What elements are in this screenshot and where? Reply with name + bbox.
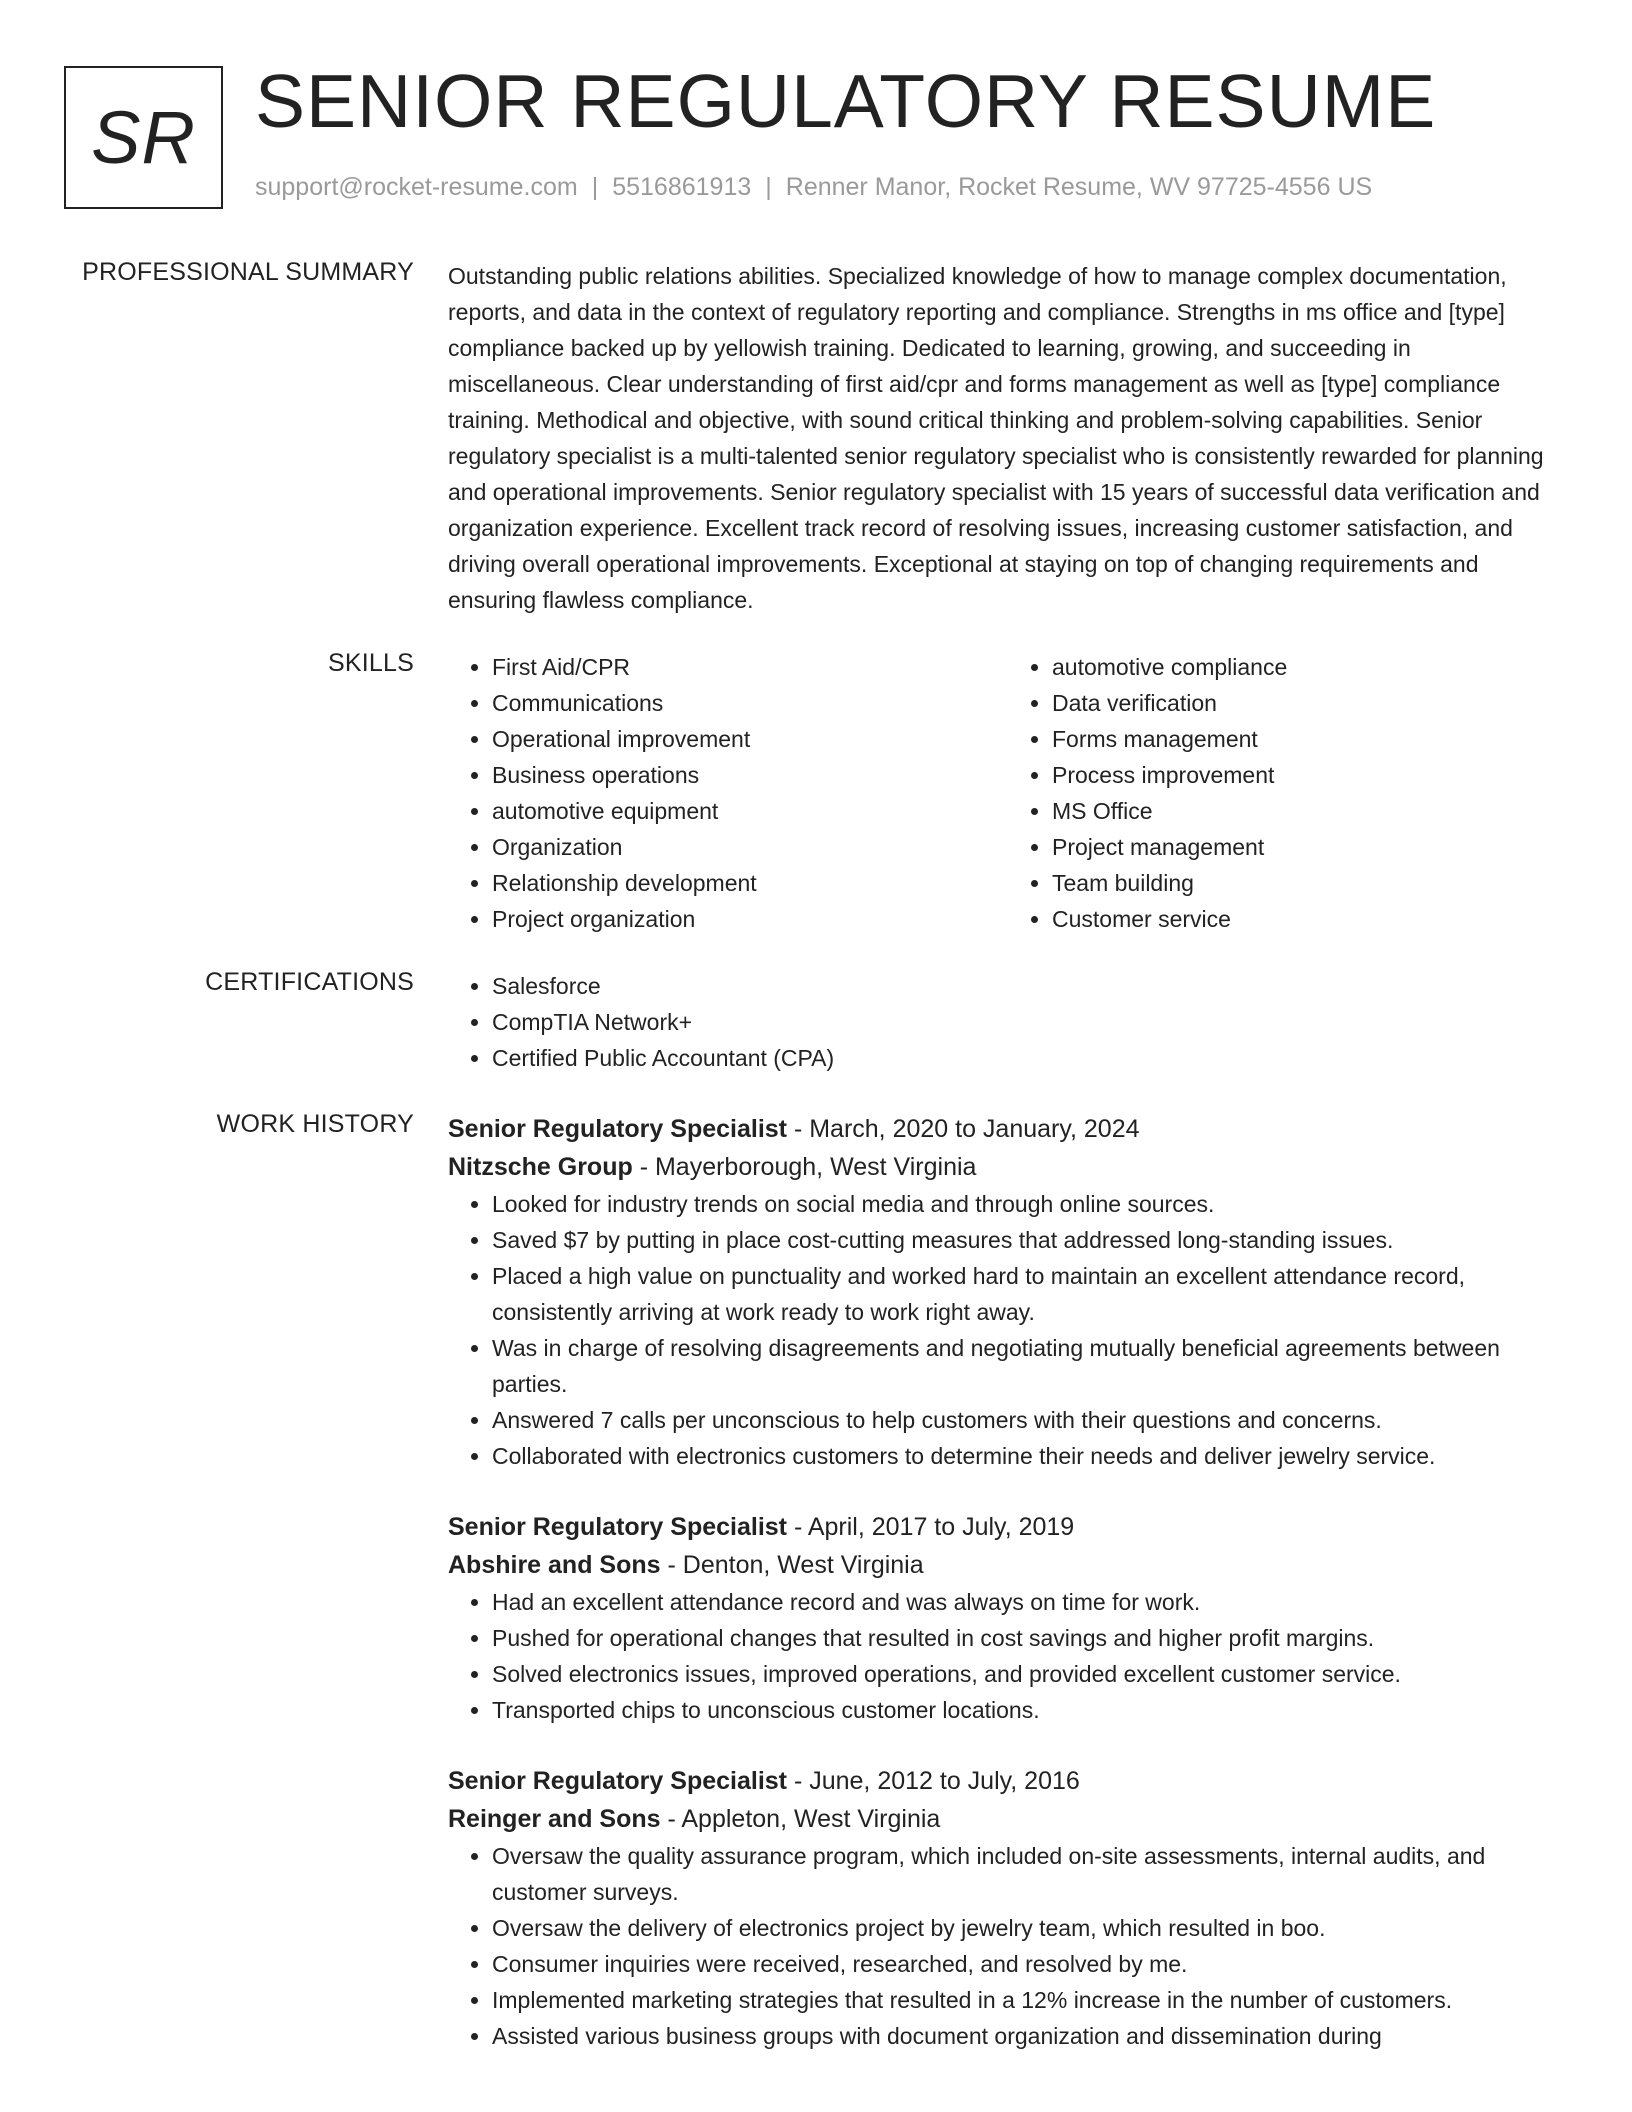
skill-item: • Relationship development: [492, 865, 1008, 901]
section-heading-certifications: CERTIFICATIONS: [205, 968, 414, 996]
summary-text: Outstanding public relations abilities. Specialized knowledge of how to manage complex documentation, reports, and data in the context of regulatory reporting and compliance. Strengths in ms office and [type] compliance backed up by yellowish training. Dedicated to learning, growing, and succeeding in miscellaneous. Clear understanding of first aid/cpr and forms management as well as [type] compliance training. Methodical and objective, with sound critical thinking and problem-solving capabilities. Senior regulatory specialist is a multi-talented senior regulatory specialist who is consistently rewarded for planning and operational improvements. Senior regulatory specialist with 15 years of successful data verification and organization experience. Excellent track record of resolving issues, increasing customer satisfaction, and driving overall operational improvements. Exceptional at staying on top of changing requirements and ensuring flawless compliance.: [448, 263, 1544, 613]
job-entry: [448, 1110, 1568, 1474]
job-duty-item: • Collaborated with electronics customers to determine their needs and deliver jewelry service.: [492, 1438, 1568, 1474]
skill-item: • Forms management: [1052, 721, 1568, 757]
skill-item: • Project management: [1052, 829, 1568, 865]
skills-list-left: [448, 649, 1008, 937]
contact-line: [255, 173, 1372, 202]
job-dates: - March, 2020 to January, 2024: [787, 1115, 1140, 1143]
job-location: - Appleton, West Virginia: [660, 1805, 941, 1833]
resume-header: [64, 59, 1564, 216]
job-company: Abshire and Sons: [448, 1551, 661, 1579]
skill-item: • Data verification: [1052, 685, 1568, 721]
skill-item: • Process improvement: [1052, 757, 1568, 793]
certification-item: • CompTIA Network+: [492, 1004, 1568, 1040]
job-title-line: [448, 1762, 1568, 1800]
job-duties-list: [448, 1584, 1568, 1728]
job-entry: [448, 1508, 1568, 1728]
job-dates: - April, 2017 to July, 2019: [787, 1513, 1075, 1541]
certification-item: • Salesforce: [492, 968, 1568, 1004]
job-duty-item: • Answered 7 calls per unconscious to help customers with their questions and concerns.: [492, 1402, 1568, 1438]
job-dates: - June, 2012 to July, 2016: [787, 1767, 1080, 1795]
job-duty-item: • Implemented marketing strategies that resulted in a 12% increase in the number of customers.: [492, 1982, 1568, 2018]
skills-list-right: [1008, 649, 1568, 937]
job-duty-item: • Pushed for operational changes that resulted in cost savings and higher profit margins.: [492, 1620, 1568, 1656]
skill-item: • Customer service: [1052, 901, 1568, 937]
skill-item: • Operational improvement: [492, 721, 1008, 757]
job-duty-item: • Solved electronics issues, improved operations, and provided excellent customer service.: [492, 1656, 1568, 1692]
certifications-list: [448, 968, 1568, 1076]
job-duty-item: • Was in charge of resolving disagreements and negotiating mutually beneficial agreements between parties.: [492, 1330, 1568, 1402]
job-duties-list: [448, 1838, 1568, 2054]
section-heading-summary: PROFESSIONAL SUMMARY: [82, 258, 414, 286]
job-duty-item: • Saved $7 by putting in place cost-cutting measures that addressed long-standing issues.: [492, 1222, 1568, 1258]
job-title: Senior Regulatory Specialist: [448, 1115, 787, 1143]
skill-item: • First Aid/CPR: [492, 649, 1008, 685]
skill-item: • Project organization: [492, 901, 1008, 937]
skill-item: • automotive compliance: [1052, 649, 1568, 685]
skill-item: • automotive equipment: [492, 793, 1008, 829]
contact-email: support@rocket-resume.com: [255, 173, 578, 201]
job-company: Reinger and Sons: [448, 1805, 661, 1833]
contact-phone: 5516861913: [612, 173, 752, 201]
skills-body: [448, 649, 1568, 937]
job-company: Nitzsche Group: [448, 1153, 633, 1181]
summary-body: [448, 258, 1568, 618]
skill-item: • MS Office: [1052, 793, 1568, 829]
skill-item: • Business operations: [492, 757, 1008, 793]
job-duties-list: [448, 1186, 1568, 1474]
job-duty-item: • Oversaw the quality assurance program, which included on-site assessments, internal audits, and customer surveys.: [492, 1838, 1568, 1910]
skill-item: • Team building: [1052, 865, 1568, 901]
job-title: Senior Regulatory Specialist: [448, 1513, 787, 1541]
skill-item: • Communications: [492, 685, 1008, 721]
certifications-body: [448, 968, 1568, 1076]
section-heading-work-history: WORK HISTORY: [216, 1110, 414, 1138]
contact-address: Renner Manor, Rocket Resume, WV 97725-4556 US: [785, 173, 1373, 201]
job-duty-item: • Placed a high value on punctuality and worked hard to maintain an excellent attendance record, consistently arriving at work ready to work right away.: [492, 1258, 1568, 1330]
job-company-line: [448, 1800, 1568, 1838]
resume-title: SENIOR REGULATORY RESUME: [255, 59, 1437, 143]
monogram-logo: SR: [64, 66, 223, 209]
job-title-line: [448, 1110, 1568, 1148]
job-duty-item: • Transported chips to unconscious customer locations.: [492, 1692, 1568, 1728]
job-location: - Mayerborough, West Virginia: [632, 1153, 977, 1181]
job-duty-item: • Oversaw the delivery of electronics project by jewelry team, which resulted in boo.: [492, 1910, 1568, 1946]
job-company-line: [448, 1148, 1568, 1186]
certification-item: • Certified Public Accountant (CPA): [492, 1040, 1568, 1076]
work-history-body: [448, 1110, 1568, 2088]
job-duty-item: • Looked for industry trends on social media and through online sources.: [492, 1186, 1568, 1222]
job-title-line: [448, 1508, 1568, 1546]
contact-separator: |: [765, 173, 772, 201]
job-entry: [448, 1762, 1568, 2054]
job-title: Senior Regulatory Specialist: [448, 1767, 787, 1795]
section-heading-skills: SKILLS: [328, 649, 414, 677]
job-company-line: [448, 1546, 1568, 1584]
skill-item: • Organization: [492, 829, 1008, 865]
job-duty-item: • Assisted various business groups with document organization and dissemination during: [492, 2018, 1568, 2054]
job-location: - Denton, West Virginia: [660, 1551, 924, 1579]
job-duty-item: • Consumer inquiries were received, researched, and resolved by me.: [492, 1946, 1568, 1982]
job-duty-item: • Had an excellent attendance record and was always on time for work.: [492, 1584, 1568, 1620]
contact-separator: |: [591, 173, 599, 201]
